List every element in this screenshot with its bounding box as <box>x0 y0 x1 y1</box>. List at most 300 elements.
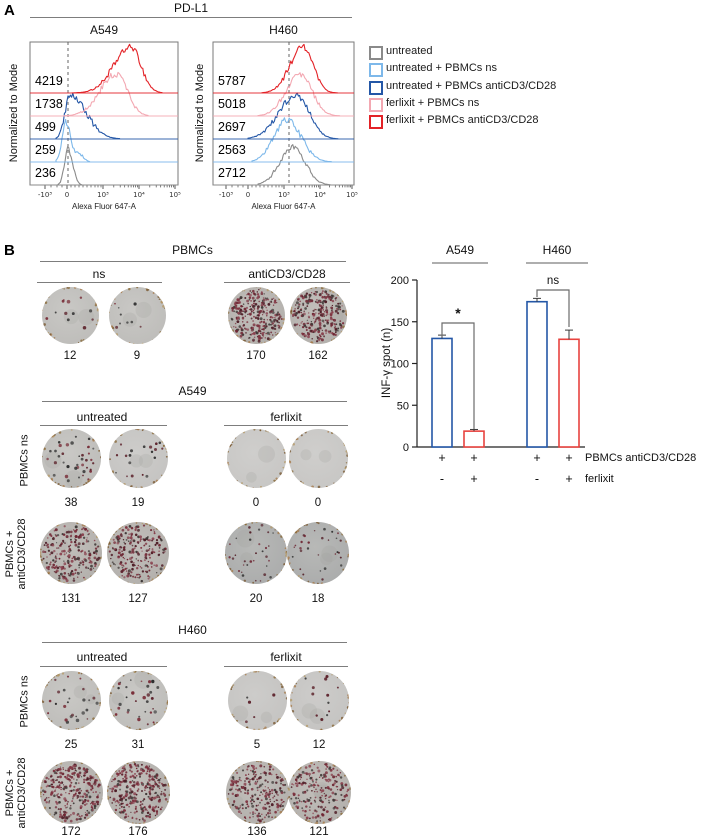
elispot-spot <box>266 812 269 815</box>
well-rim-speck <box>68 729 69 730</box>
elispot-spot <box>46 458 49 461</box>
elispot-spot <box>148 549 150 551</box>
well-rim-speck <box>241 482 243 484</box>
elispot-spot <box>125 526 128 529</box>
well-rim-speck <box>270 291 272 293</box>
elispot-spot <box>144 790 145 791</box>
elispot-spot <box>111 554 113 556</box>
well-rim-speck <box>41 779 43 781</box>
well-rim-speck <box>54 482 56 484</box>
elispot-spot <box>96 801 99 804</box>
elispot-spot <box>315 781 317 783</box>
well-rim-speck <box>47 474 50 477</box>
elispot-spot <box>154 531 156 533</box>
elispot-spot <box>136 770 138 772</box>
elispot-spot <box>151 680 154 683</box>
elispot-spot <box>111 802 113 804</box>
row-label <box>4 745 30 838</box>
elispot-spot <box>155 564 158 567</box>
well-rim-speck <box>295 770 296 771</box>
well-rim-speck <box>284 461 286 463</box>
well-rim-speck <box>290 307 292 309</box>
elispot-spot <box>137 542 139 544</box>
elispot-spot <box>269 316 270 317</box>
elispot-spot <box>248 313 250 315</box>
elispot-spot <box>164 798 167 801</box>
elispot-spot <box>157 806 159 808</box>
elispot-spot <box>58 768 61 771</box>
spot-count: 176 <box>128 826 148 838</box>
well-rim-speck <box>275 294 277 296</box>
elispot-spot <box>320 338 322 340</box>
elispot-spot <box>57 455 60 458</box>
well-rim-speck <box>273 722 276 725</box>
elispot-spot <box>324 771 327 774</box>
elispot-spot <box>256 787 258 789</box>
elispot-well-spots <box>225 522 287 584</box>
elispot-spot <box>255 580 257 582</box>
elispot-spot <box>256 781 257 782</box>
well-rim-speck <box>287 556 290 559</box>
elispot-spot <box>65 443 68 446</box>
elispot-spot <box>259 330 261 332</box>
elispot-spot <box>124 799 126 801</box>
elispot-spot <box>111 787 114 790</box>
elispot-spot <box>56 785 59 788</box>
elispot-spot <box>305 817 308 820</box>
spot-count: 0 <box>314 497 322 509</box>
well-rim-speck <box>40 548 42 550</box>
elispot-spot <box>235 305 237 307</box>
elispot-spot <box>318 777 319 778</box>
elispot-spot <box>129 542 132 545</box>
elispot-spot <box>69 552 71 554</box>
elispot-spot <box>238 570 240 572</box>
elispot-spot <box>311 338 313 340</box>
elispot-spot <box>64 805 66 807</box>
well-rim-speck <box>273 480 275 482</box>
elispot-spot <box>126 475 128 477</box>
well-rim-speck <box>280 685 283 688</box>
elispot-spot <box>134 529 136 531</box>
elispot-spot <box>151 566 153 568</box>
elispot-spot <box>142 445 145 448</box>
elispot-spot <box>295 545 297 547</box>
elispot-spot <box>326 714 328 716</box>
well-rim-speck <box>258 761 260 762</box>
elispot-spot <box>316 340 318 342</box>
elispot-spot <box>246 321 248 323</box>
elispot-spot <box>125 780 127 782</box>
well-rim-speck <box>109 565 111 567</box>
well-rim-speck <box>287 546 288 547</box>
elispot-spot <box>133 540 135 542</box>
well-rim-speck <box>82 524 84 526</box>
elispot-spot <box>335 776 337 778</box>
elispot-spot <box>124 816 126 818</box>
elispot-spot <box>141 474 143 476</box>
elispot-spot <box>92 462 94 464</box>
elispot-spot <box>63 550 66 553</box>
elispot-spot <box>319 820 320 821</box>
elispot-spot <box>48 807 50 809</box>
elispot-spot <box>89 560 91 562</box>
elispot-spot <box>55 534 56 535</box>
elispot-spot <box>149 548 150 549</box>
elispot-spot <box>296 316 298 318</box>
bar <box>527 302 547 447</box>
bar <box>559 339 579 447</box>
well-rim-speck <box>145 523 147 525</box>
elispot-spot <box>45 801 47 803</box>
elispot-spot <box>321 537 324 540</box>
well-rim-speck <box>107 786 109 788</box>
elispot-spot <box>51 783 53 785</box>
elispot-spot <box>87 530 88 531</box>
elispot-spot <box>68 766 71 769</box>
elispot-spot <box>310 323 313 326</box>
well-rim-speck <box>127 821 129 823</box>
elispot-spot <box>71 772 74 775</box>
elispot-spot <box>274 791 277 794</box>
elispot-spot <box>148 813 150 815</box>
elispot-spot <box>54 679 56 681</box>
well-rim-speck <box>140 486 142 488</box>
elispot-spot <box>80 776 81 777</box>
elispot-spot <box>333 319 336 322</box>
elispot-spot <box>148 680 151 683</box>
elispot-spot <box>131 799 134 802</box>
elispot-spot <box>324 320 325 321</box>
annotation-sign: + <box>565 472 573 486</box>
elispot-spot <box>160 793 162 795</box>
well-rim-speck <box>97 775 100 778</box>
elispot-spot <box>242 574 245 577</box>
well-rim-speck <box>311 486 314 488</box>
well-rim-speck <box>50 720 52 722</box>
well-rim-speck <box>332 290 335 293</box>
elispot-spot <box>118 556 120 558</box>
elispot-spot <box>252 813 254 815</box>
elispot-spot <box>94 543 96 545</box>
elispot-spot <box>148 791 150 793</box>
elispot-spot <box>253 300 255 302</box>
well-rim-speck <box>113 534 115 536</box>
elispot-spot <box>157 785 159 787</box>
elispot-spot <box>81 533 84 536</box>
elispot-spot <box>326 766 327 767</box>
elispot-spot <box>118 770 120 772</box>
well-rim-speck <box>255 823 257 824</box>
elispot-spot <box>240 332 243 335</box>
elispot-spot <box>307 541 309 543</box>
elispot-spot <box>276 803 279 806</box>
elispot-spot <box>339 789 342 792</box>
elispot-well-spots <box>288 761 351 824</box>
mfi-value: 236 <box>35 166 56 180</box>
elispot-spot <box>119 314 121 316</box>
elispot-spot <box>159 808 161 810</box>
elispot-spot <box>48 778 49 779</box>
well-rim-speck <box>120 525 123 528</box>
elispot-spot <box>78 536 81 539</box>
elispot-spot <box>49 450 52 453</box>
well-rim-speck <box>84 525 86 527</box>
elispot-spot <box>95 547 97 549</box>
well-rim-speck <box>63 288 64 289</box>
elispot-spot <box>145 571 147 573</box>
elispot-spot <box>53 550 55 552</box>
elispot-spot <box>244 316 245 317</box>
elispot-spot <box>277 317 280 320</box>
well-rim-speck <box>283 563 285 565</box>
elispot-spot <box>135 545 137 547</box>
elispot-spot <box>62 784 63 785</box>
legend-swatch <box>369 115 383 129</box>
well-rim-speck <box>165 448 167 450</box>
well-rim-speck <box>145 287 148 290</box>
elispot-spot <box>274 317 275 318</box>
elispot-spot <box>86 810 88 812</box>
column-header: untreated <box>76 650 128 664</box>
elispot-spot <box>57 566 60 569</box>
elispot-spot <box>248 309 249 310</box>
well-rim-speck <box>90 679 91 680</box>
elispot-spot <box>128 454 131 457</box>
well-rim-speck <box>158 298 160 300</box>
well-rim-speck <box>58 524 60 526</box>
elispot-spot <box>78 542 81 545</box>
elispot-spot <box>82 475 84 477</box>
elispot-spot <box>70 441 74 445</box>
well-rim-speck <box>336 677 337 678</box>
elispot-spot <box>128 806 130 808</box>
well-rim-speck <box>100 456 101 458</box>
elispot-spot <box>73 529 74 530</box>
well-rim-speck <box>276 333 278 335</box>
elispot-spot <box>94 805 96 807</box>
elispot-spot <box>301 807 303 809</box>
elispot-spot <box>85 709 88 712</box>
mfi-value: 259 <box>35 143 56 157</box>
well-rim-speck <box>115 333 118 336</box>
elispot-spot <box>123 542 125 544</box>
well-rim-speck <box>300 434 302 436</box>
elispot-spot <box>72 812 75 815</box>
elispot-spot <box>92 783 94 785</box>
elispot-spot <box>140 560 142 562</box>
well-rim-speck <box>114 298 115 299</box>
well-rim-speck <box>112 686 114 688</box>
x-axis-tick-label: 10³ <box>278 191 290 199</box>
elispot-spot <box>243 786 244 787</box>
elispot-spot <box>77 546 80 549</box>
elispot-spot <box>322 309 324 311</box>
well-rim-speck <box>40 551 41 553</box>
well-rim-speck <box>266 289 268 291</box>
well-rim-speck <box>149 524 151 526</box>
elispot-spot <box>336 308 338 310</box>
elispot-spot <box>294 547 295 548</box>
elispot-spot <box>74 794 75 795</box>
elispot-well <box>227 429 286 488</box>
well-rim-speck <box>252 729 255 730</box>
well-rim-speck <box>345 462 346 463</box>
mfi-value: 2563 <box>218 143 246 157</box>
elispot-spot <box>323 528 326 531</box>
well-rim-speck <box>243 340 245 342</box>
well-rim-speck <box>280 683 282 685</box>
elispot-spot <box>275 782 277 784</box>
elispot-spot <box>236 789 238 791</box>
elispot-spot <box>54 789 55 790</box>
elispot-spot <box>273 801 274 802</box>
spot-count: 127 <box>128 593 148 605</box>
well-rim-speck <box>79 288 82 291</box>
elispot-spot <box>130 475 133 478</box>
elispot-spot <box>63 705 66 708</box>
well-rim-speck <box>114 440 117 443</box>
elispot-spot <box>144 711 146 713</box>
elispot-spot <box>239 805 241 807</box>
elispot-spot <box>60 789 62 791</box>
elispot-spot <box>322 808 325 811</box>
well-shading <box>44 452 61 469</box>
elispot-spot <box>62 814 65 817</box>
elispot-spot <box>81 463 84 466</box>
elispot-well-spots <box>40 761 103 824</box>
elispot-spot <box>311 686 314 689</box>
elispot-spot <box>304 677 306 679</box>
elispot-spot <box>53 461 56 464</box>
elispot-spot <box>341 310 344 313</box>
elispot-spot <box>58 547 59 548</box>
elispot-spot <box>140 764 142 766</box>
elispot-spot <box>305 329 307 331</box>
elispot-spot <box>317 770 320 773</box>
annotation-sign: + <box>438 451 446 465</box>
elispot-spot <box>249 812 250 813</box>
elispot-spot <box>145 564 146 565</box>
elispot-spot <box>332 807 335 810</box>
elispot-spot <box>315 779 317 781</box>
elispot-spot <box>153 564 154 565</box>
well-rim-speck <box>267 580 269 582</box>
elispot-spot <box>326 319 328 321</box>
elispot-spot <box>232 557 234 559</box>
elispot-spot <box>305 805 307 807</box>
elispot-well-spots <box>226 761 289 824</box>
well-rim-speck <box>345 450 348 453</box>
elispot-spot <box>74 792 76 794</box>
elispot-spot <box>140 806 142 808</box>
well-rim-speck <box>245 523 247 525</box>
elispot-spot <box>255 805 257 807</box>
elispot-spot <box>264 804 265 805</box>
elispot-spot <box>110 558 111 559</box>
elispot-spot <box>133 562 134 563</box>
elispot-spot <box>134 777 136 779</box>
well-rim-speck <box>110 325 113 328</box>
elispot-spot <box>121 774 122 775</box>
elispot-spot <box>136 790 138 792</box>
well-rim-speck <box>264 726 266 728</box>
elispot-spot <box>158 550 159 551</box>
elispot-spot <box>324 329 327 332</box>
elispot-spot <box>158 782 160 784</box>
well-rim-speck <box>329 290 331 292</box>
section-underline <box>42 401 347 402</box>
elispot-spot <box>136 567 138 569</box>
well-rim-speck <box>161 475 162 476</box>
elispot-spot <box>324 795 326 797</box>
well-rim-speck <box>107 789 108 792</box>
elispot-spot <box>81 711 84 714</box>
elispot-spot <box>331 791 334 794</box>
elispot-spot <box>89 309 92 312</box>
elispot-spot <box>83 768 85 770</box>
well-rim-speck <box>347 694 349 696</box>
elispot-spot <box>58 577 60 579</box>
spot-count: 25 <box>64 739 78 751</box>
elispot-spot <box>72 789 74 791</box>
elispot-spot <box>317 308 320 311</box>
elispot-spot <box>90 459 92 461</box>
elispot-spot <box>314 530 315 531</box>
elispot-spot <box>54 312 56 314</box>
elispot-spot <box>279 805 281 807</box>
elispot-spot <box>263 293 264 294</box>
elispot-spot <box>149 545 151 547</box>
elispot-spot <box>346 789 348 791</box>
elispot-spot <box>278 322 279 323</box>
elispot-spot <box>328 802 330 804</box>
elispot-spot <box>334 310 337 313</box>
legend-swatch <box>369 63 383 77</box>
elispot-spot <box>160 783 162 785</box>
legend-swatch <box>369 81 383 95</box>
elispot-spot <box>331 295 334 298</box>
well-rim-speck <box>41 542 42 543</box>
elispot-spot <box>258 289 260 291</box>
y-axis-tick-label: 100 <box>390 358 409 371</box>
elispot-spot <box>68 785 70 787</box>
elispot-spot <box>254 813 255 814</box>
elispot-spot <box>131 817 133 819</box>
well-rim-speck <box>331 674 332 675</box>
well-rim-speck <box>225 554 226 556</box>
elispot-spot <box>121 564 123 566</box>
elispot-spot <box>90 785 93 788</box>
elispot-spot <box>272 298 273 299</box>
elispot-spot <box>151 778 154 781</box>
spot-count: 131 <box>61 593 81 605</box>
elispot-spot <box>114 713 117 716</box>
elispot-well <box>287 522 349 584</box>
elispot-spot <box>128 540 130 542</box>
elispot-spot <box>272 532 274 534</box>
elispot-spot <box>332 799 335 802</box>
elispot-spot <box>119 784 121 786</box>
elispot-spot <box>61 452 64 455</box>
elispot-spot <box>155 810 157 812</box>
elispot-spot <box>124 790 126 792</box>
well-shading <box>300 449 311 460</box>
well-rim-speck <box>322 821 324 823</box>
elispot-spot <box>280 804 281 805</box>
elispot-spot <box>74 782 76 784</box>
elispot-well <box>107 522 169 584</box>
